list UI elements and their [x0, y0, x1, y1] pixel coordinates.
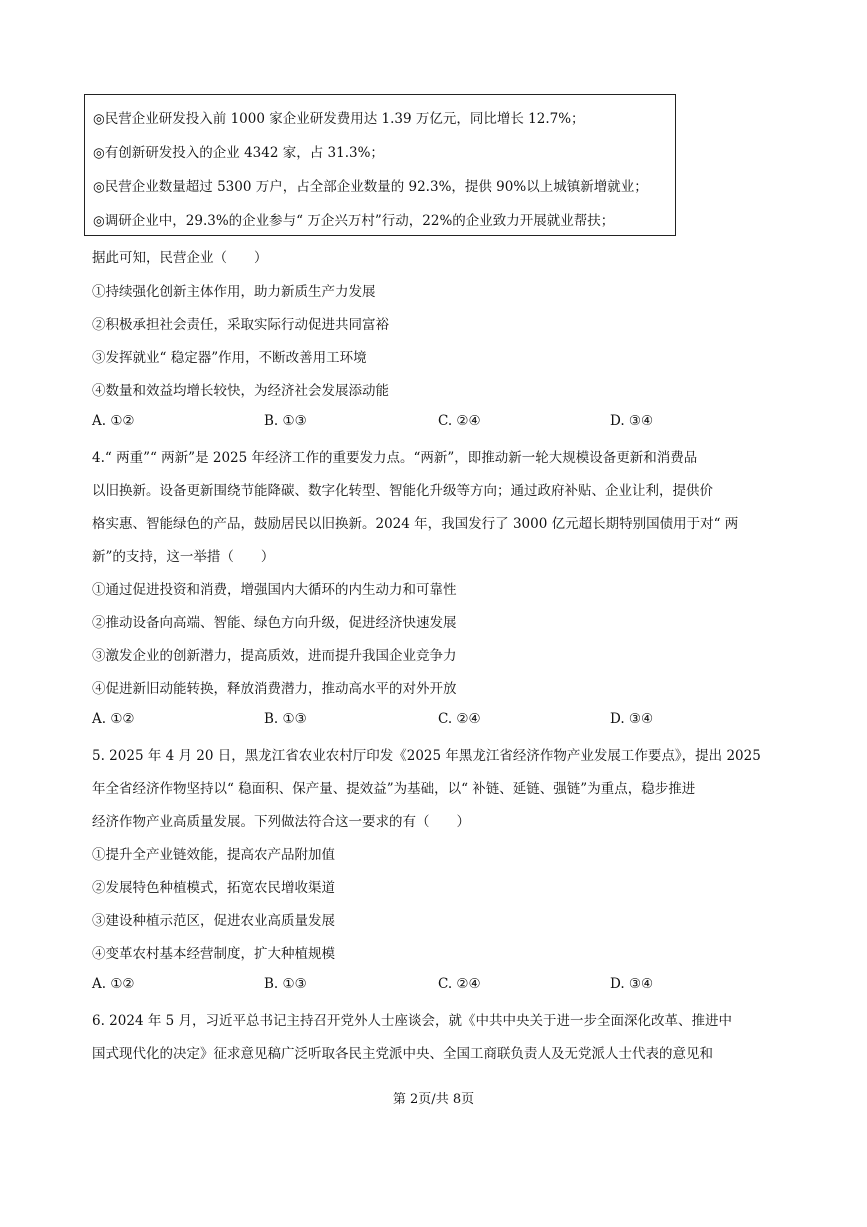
q4-stem-line-4: 新”的支持，这一举措（ ）: [92, 549, 275, 565]
q4-options: [92, 711, 792, 731]
q3-option-d[interactable]: D. ③④: [610, 413, 654, 429]
q5-option-d[interactable]: D. ③④: [610, 976, 654, 992]
q4-item-3: ③激发企业的创新潜力，提高质效，进而提升我国企业竞争力: [92, 648, 457, 664]
q4-option-d[interactable]: D. ③④: [610, 711, 654, 727]
q5-option-b[interactable]: B. ①③: [264, 976, 307, 992]
q5-item-1: ①提升全产业链效能，提高农产品附加值: [92, 847, 335, 863]
stat-line-village-action: ◎调研企业中，29.3%的企业参与“ 万企兴万村”行动，22%的企业致力开展就业帮扶；: [93, 213, 615, 229]
q4-stem-line-1: 4.“ 两重”“ 两新”是 2025 年经济工作的重要发力点。“两新”，即推动新一轮大规模设备更新和消费品: [92, 450, 698, 466]
q5-stem-line-2: 年全省经济作物坚持以“ 稳面积、保产量、提效益”为基础，以“ 补链、延链、强链”为重点，稳步推进: [92, 781, 696, 797]
q3-item-1: ①持续强化创新主体作用，助力新质生产力发展: [92, 284, 376, 300]
q4-option-c[interactable]: C. ②④: [438, 711, 481, 727]
q6-stem-line-1: 6. 2024 年 5 月，习近平总书记主持召开党外人士座谈会，就《中共中央关于进一步全面深化改革、推进中: [92, 1013, 732, 1029]
q5-stem-line-1: 5. 2025 年 4 月 20 日，黑龙江省农业农村厅印发《2025 年黑龙江省经济作物产业发展工作要点》，提出 2025: [92, 748, 761, 764]
q5-item-4: ④变革农村基本经营制度，扩大种植规模: [92, 946, 335, 962]
stat-line-enterprise-count: ◎民营企业数量超过 5300 万户，占全部企业数量的 92.3%，提供 90%以上城镇新增就业；: [93, 179, 648, 195]
q4-item-4: ④促进新旧动能转换，释放消费潜力，推动高水平的对外开放: [92, 681, 457, 697]
q5-item-2: ②发展特色种植模式，拓宽农民增收渠道: [92, 880, 335, 896]
stat-line-rd-expense: ◎民营企业研发投入前 1000 家企业研发费用达 1.39 万亿元，同比增长 12.7%；: [93, 111, 585, 127]
q3-option-c[interactable]: C. ②④: [438, 413, 481, 429]
stat-line-innovation-firms: ◎有创新研发投入的企业 4342 家，占 31.3%；: [93, 145, 384, 161]
q4-stem-line-2: 以旧换新。设备更新围绕节能降碳、数字化转型、智能化升级等方向；通过政府补贴、企业让利，提供价: [92, 483, 713, 499]
q3-stem: 据此可知，民营企业（ ）: [92, 250, 268, 266]
q5-stem-line-3: 经济作物产业高质量发展。下列做法符合这一要求的有（ ）: [92, 814, 470, 830]
page-number: 第 2页/共 8页: [392, 1092, 475, 1107]
q4-item-2: ②推动设备向高端、智能、绿色方向升级，促进经济快速发展: [92, 615, 457, 631]
q3-option-a[interactable]: A. ①②: [92, 413, 135, 429]
q4-stem-line-3: 格实惠、智能绿色的产品，鼓励居民以旧换新。2024 年，我国发行了 3000 亿元超长期特别国债用于对“ 两: [92, 516, 739, 532]
q5-option-a[interactable]: A. ①②: [92, 976, 135, 992]
q3-option-b[interactable]: B. ①③: [264, 413, 307, 429]
q3-item-2: ②积极承担社会责任，采取实际行动促进共同富裕: [92, 317, 389, 333]
q3-options: [92, 413, 792, 433]
q5-option-c[interactable]: C. ②④: [438, 976, 481, 992]
statistics-box: [84, 94, 676, 236]
q3-item-3: ③发挥就业“ 稳定器”作用，不断改善用工环境: [92, 350, 367, 366]
q4-option-a[interactable]: A. ①②: [92, 711, 135, 727]
q5-options: [92, 976, 792, 996]
q5-item-3: ③建设种植示范区，促进农业高质量发展: [92, 913, 335, 929]
q3-item-4: ④数量和效益均增长较快，为经济社会发展添动能: [92, 383, 389, 399]
q4-option-b[interactable]: B. ①③: [264, 711, 307, 727]
q4-item-1: ①通过促进投资和消费，增强国内大循环的内生动力和可靠性: [92, 582, 457, 598]
q6-stem-line-2: 国式现代化的决定》征求意见稿广泛听取各民主党派中央、全国工商联负责人及无党派人士代表的意见和: [92, 1046, 713, 1062]
